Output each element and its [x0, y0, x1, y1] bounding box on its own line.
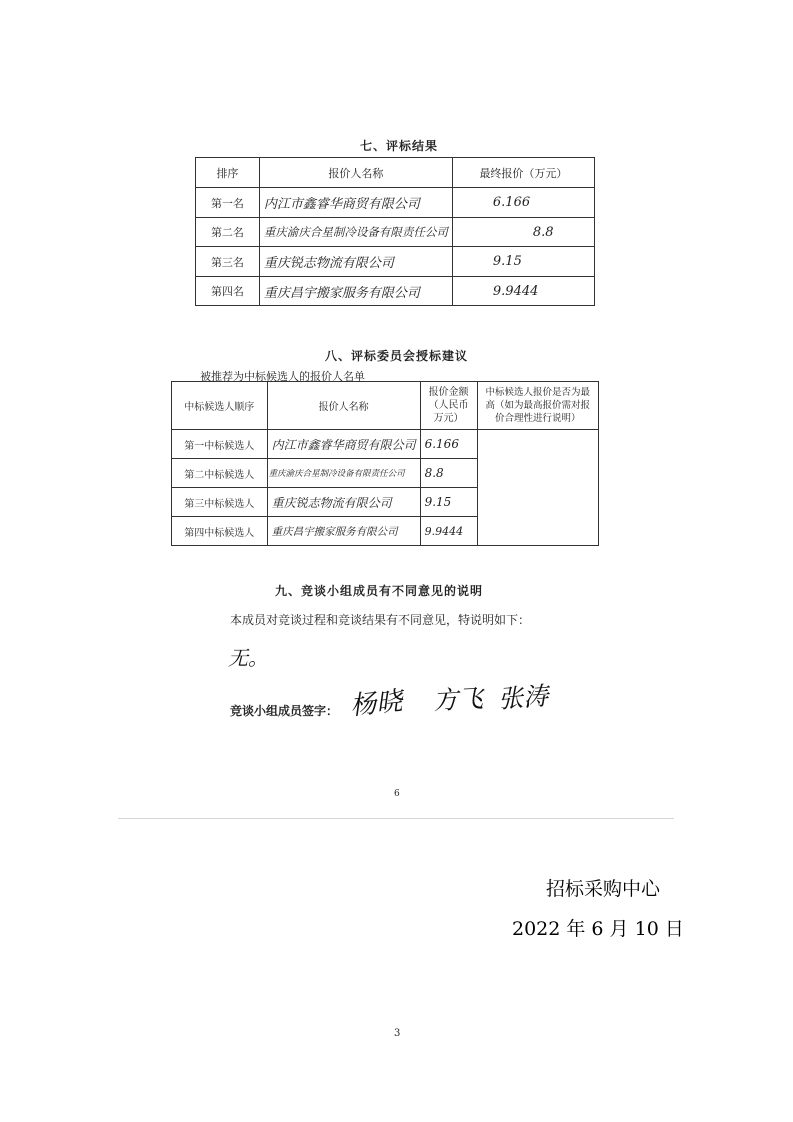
- header-final-price: 最终报价（万元）: [452, 158, 594, 188]
- signature-3: 张涛: [497, 681, 550, 714]
- candidate-order-cell: 第四中标候选人: [172, 517, 268, 546]
- candidate-order-cell: 第三中标候选人: [172, 488, 268, 517]
- page-divider: [118, 818, 674, 819]
- header-bidder: 报价人名称: [267, 382, 420, 430]
- table-row: [172, 430, 599, 459]
- header-note-line: 高（如为最高报价需对报: [485, 400, 591, 411]
- price-cell: 8.8: [452, 218, 594, 247]
- candidate-list-caption: 被推荐为中标候选人的报价人名单: [200, 370, 365, 383]
- header-amount: [420, 382, 477, 430]
- header-note-line: 中标候选人报价是否为最: [485, 387, 591, 398]
- price-cell: 9.9444: [452, 277, 594, 306]
- header-highest-price-note: [477, 382, 598, 430]
- header-amount-line: 万元）: [433, 413, 464, 424]
- bidder-name-cell: 重庆渝庆合星制冷设备有限责任公司: [259, 218, 452, 247]
- table-row: [196, 188, 595, 218]
- issue-date: 2022 年 6 月 10 日: [512, 918, 684, 940]
- signature-1: 杨晓: [348, 686, 404, 722]
- signature-label: 竞谈小组成员签字：: [230, 704, 339, 718]
- bidder-name-cell: 重庆昌宇搬家服务有限公司: [267, 517, 420, 546]
- dissent-answer: 无。: [228, 646, 268, 670]
- evaluation-result-table: [195, 157, 595, 306]
- section7-title: 七、评标结果: [360, 139, 439, 153]
- dissent-statement: 本成员对竞谈过程和竞谈结果有不同意见，特说明如下：: [230, 613, 531, 627]
- page-number: 3: [394, 1028, 401, 1039]
- award-recommendation-table: [171, 381, 599, 546]
- header-amount-line: （人民币: [428, 400, 469, 411]
- rank-cell: 第一名: [196, 188, 260, 218]
- signature-2: 方飞: [432, 683, 484, 716]
- table-header-row: [172, 382, 599, 430]
- bidder-name-cell: 重庆昌宇搬家服务有限公司: [259, 277, 452, 306]
- price-cell: 6.166: [452, 188, 594, 218]
- header-candidate-order: 中标候选人顺序: [172, 382, 268, 430]
- note-cell: [477, 430, 598, 546]
- amount-cell: 9.9444: [420, 517, 477, 546]
- rank-cell: 第四名: [196, 277, 260, 306]
- bidder-name-cell: 重庆渝庆合星制冷设备有限责任公司: [267, 459, 420, 488]
- amount-cell: 8.8: [420, 459, 477, 488]
- amount-cell: 9.15: [420, 488, 477, 517]
- issuing-organization: 招标采购中心: [546, 878, 661, 900]
- price-cell: 9.15: [452, 247, 594, 277]
- table-row: [196, 277, 595, 306]
- candidate-order-cell: 第一中标候选人: [172, 430, 268, 459]
- bidder-name-cell: 内江市鑫睿华商贸有限公司: [259, 188, 452, 218]
- candidate-order-cell: 第二中标候选人: [172, 459, 268, 488]
- header-bidder: 报价人名称: [259, 158, 452, 188]
- section9-title: 九、竞谈小组成员有不同意见的说明: [275, 584, 484, 598]
- header-note-line: 价合理性进行说明）: [495, 413, 581, 424]
- table-header-row: [196, 158, 595, 188]
- bidder-name-cell: 重庆锐志物流有限公司: [259, 247, 452, 277]
- bidder-name-cell: 内江市鑫睿华商贸有限公司: [267, 430, 420, 459]
- table-row: [196, 218, 595, 247]
- table-row: [196, 247, 595, 277]
- bidder-name-cell: 重庆锐志物流有限公司: [267, 488, 420, 517]
- inner-page-number: 6: [394, 789, 400, 799]
- amount-cell: 6.166: [420, 430, 477, 459]
- rank-cell: 第二名: [196, 218, 260, 247]
- header-rank: 排序: [196, 158, 260, 188]
- header-amount-line: 报价金额: [428, 387, 469, 398]
- rank-cell: 第三名: [196, 247, 260, 277]
- section8-title: 八、评标委员会授标建议: [325, 349, 469, 363]
